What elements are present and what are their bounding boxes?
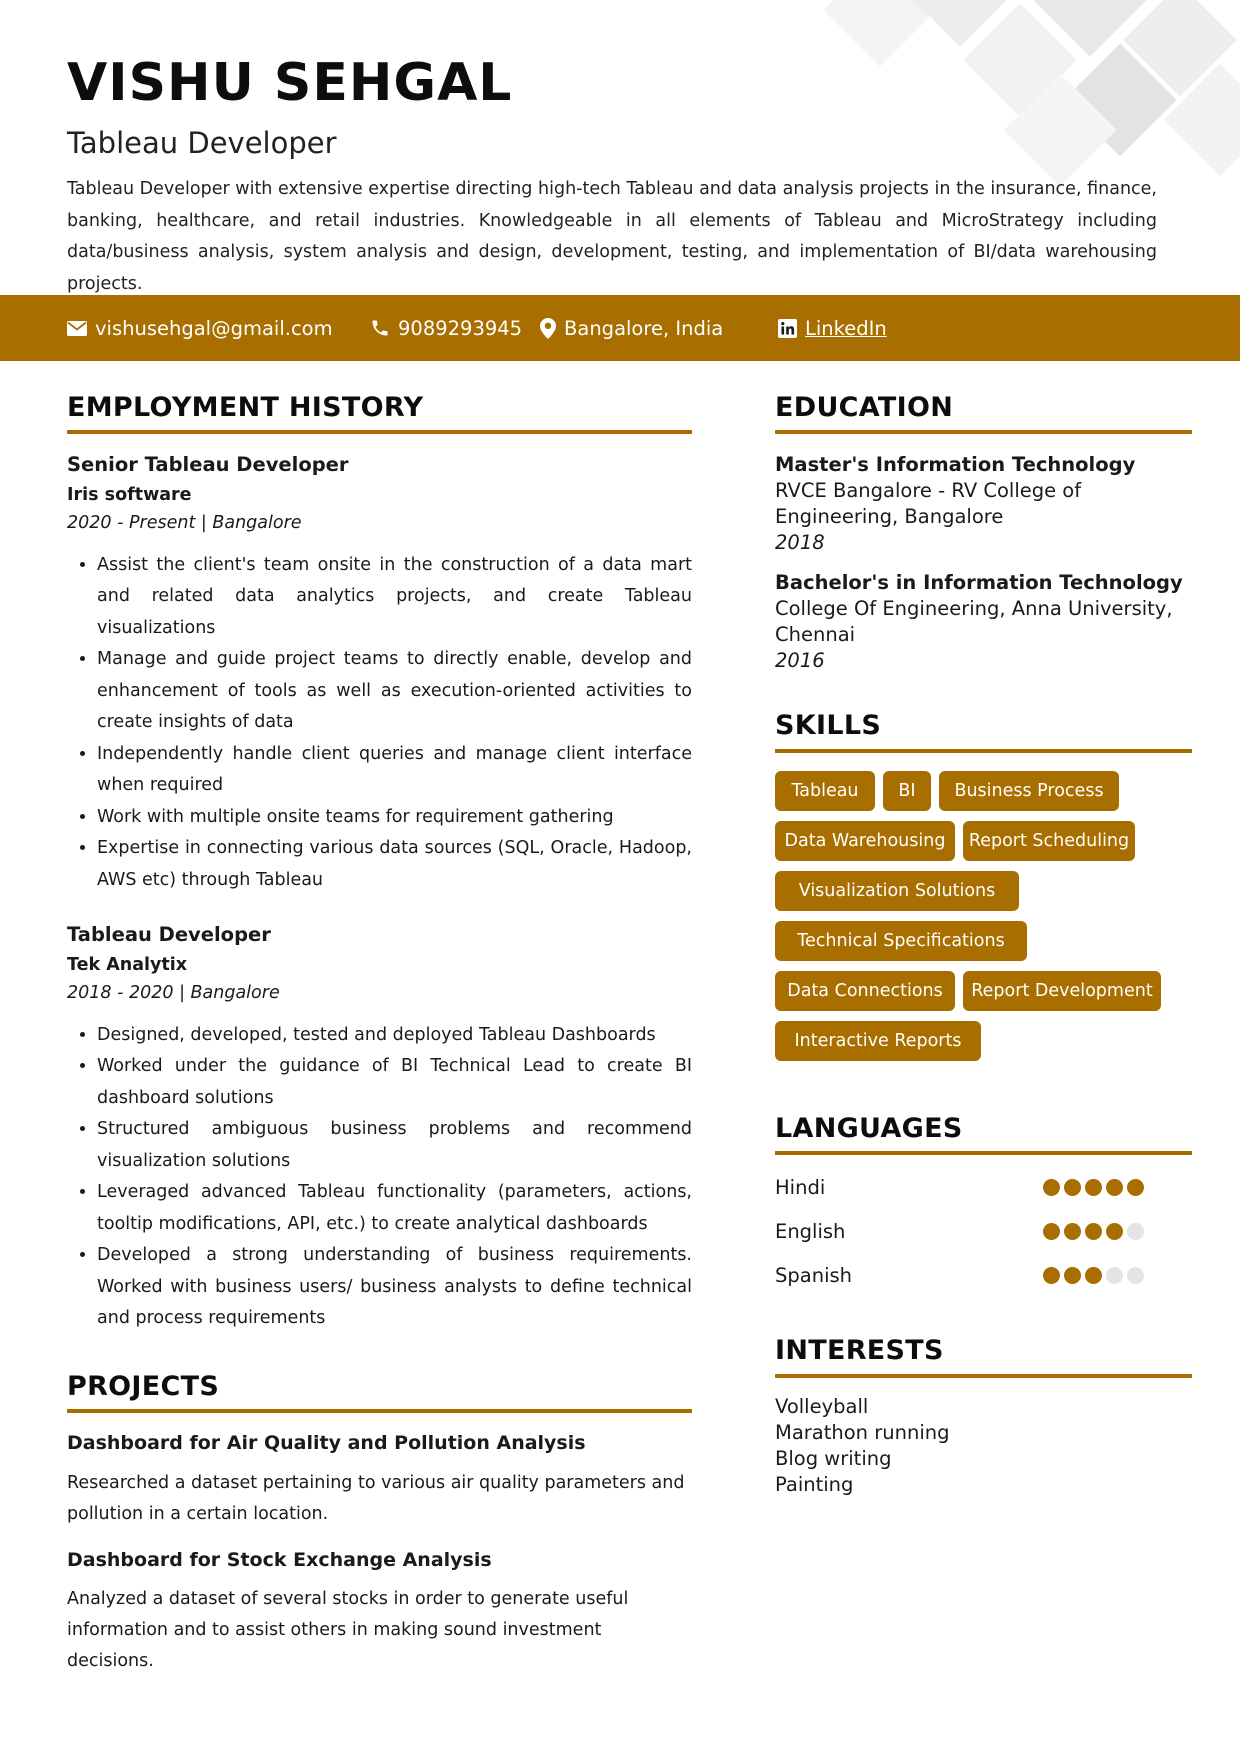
education-entry bbox=[775, 452, 1192, 556]
envelope-icon bbox=[67, 321, 87, 336]
project-title: Dashboard for Air Quality and Pollution Analysis bbox=[67, 1431, 586, 1454]
education-entry bbox=[775, 570, 1192, 674]
interest-item: Blog writing bbox=[775, 1446, 892, 1470]
linkedin-icon bbox=[778, 319, 797, 338]
interests-heading: INTERESTS bbox=[775, 1335, 1192, 1377]
language-name: Hindi bbox=[775, 1175, 826, 1199]
rating-dot-filled bbox=[1064, 1223, 1081, 1240]
rating-dot-filled bbox=[1127, 1179, 1144, 1196]
projects-heading: PROJECTS bbox=[67, 1371, 692, 1413]
interest-item: Volleyball bbox=[775, 1394, 869, 1418]
skill-chip: Business Process bbox=[939, 771, 1119, 811]
candidate-name: VISHU SEHGAL bbox=[67, 53, 513, 113]
rating-dot-empty bbox=[1127, 1223, 1144, 1240]
left-column bbox=[67, 392, 692, 1677]
language-rating bbox=[1043, 1223, 1144, 1240]
education-degree: Bachelor's in Information Technology bbox=[775, 571, 1183, 595]
job-bullet: • Worked under the guidance of BI Technical Lead to create BI dashboard solutions bbox=[97, 1051, 692, 1114]
job-bullets bbox=[67, 1020, 692, 1335]
rating-dot-filled bbox=[1043, 1179, 1060, 1196]
contact-phone[interactable] bbox=[370, 295, 522, 361]
language-row bbox=[775, 1209, 1192, 1253]
job-bullet: • Work with multiple onsite teams for requirement gathering bbox=[97, 802, 692, 834]
skills-heading: SKILLS bbox=[775, 710, 1192, 752]
job-entry bbox=[67, 452, 692, 896]
rating-dot-filled bbox=[1064, 1267, 1081, 1284]
interest-item: Painting bbox=[775, 1472, 854, 1496]
job-bullet: • Manage and guide project teams to directly enable, develop and enhancement of tools as well as execution-oriented activities to create insights of data bbox=[97, 644, 692, 739]
skill-chip: Data Warehousing bbox=[775, 821, 955, 861]
education-heading: EDUCATION bbox=[775, 392, 1192, 434]
job-bullet: • Developed a strong understanding of business requirements. Worked with business users/ business analysts to define technical and process requirements bbox=[97, 1240, 692, 1335]
location-text: Bangalore, India bbox=[564, 316, 724, 340]
job-bullet: • Leveraged advanced Tableau functionality (parameters, actions, tooltip modifications, API, etc.) to create analytical dashboards bbox=[97, 1177, 692, 1240]
project-entry bbox=[67, 1431, 692, 1530]
job-title: Tableau Developer bbox=[67, 923, 271, 947]
language-row bbox=[775, 1253, 1192, 1297]
email-text: vishusehgal@gmail.com bbox=[95, 316, 333, 340]
rating-dot-filled bbox=[1043, 1267, 1060, 1284]
candidate-title: Tableau Developer bbox=[67, 126, 337, 160]
location-pin-icon bbox=[540, 318, 556, 339]
interests-list bbox=[775, 1394, 1192, 1498]
job-company: Tek Analytix bbox=[67, 954, 188, 975]
phone-icon bbox=[370, 318, 390, 338]
interest-item: Marathon running bbox=[775, 1420, 950, 1444]
job-bullets bbox=[67, 550, 692, 897]
contact-linkedin[interactable] bbox=[778, 295, 887, 361]
contact-location bbox=[540, 295, 723, 361]
rating-dot-empty bbox=[1127, 1267, 1144, 1284]
skill-chip: Data Connections bbox=[775, 971, 955, 1011]
project-entry bbox=[67, 1548, 692, 1678]
education-degree: Master's Information Technology bbox=[775, 453, 1136, 477]
rating-dot-empty bbox=[1106, 1267, 1123, 1284]
education-school: College Of Engineering, Anna University, Chennai bbox=[775, 597, 1173, 647]
job-company: Iris software bbox=[67, 484, 192, 505]
job-entry bbox=[67, 922, 692, 1334]
job-bullet: • Expertise in connecting various data sources (SQL, Oracle, Hadoop, AWS etc) through Tableau bbox=[97, 833, 692, 896]
rating-dot-filled bbox=[1085, 1179, 1102, 1196]
job-bullet: • Independently handle client queries and manage client interface when required bbox=[97, 739, 692, 802]
right-column bbox=[775, 392, 1192, 1498]
education-year: 2018 bbox=[775, 531, 825, 555]
language-name: English bbox=[775, 1219, 846, 1243]
languages-heading: LANGUAGES bbox=[775, 1113, 1192, 1155]
skill-chip: Visualization Solutions bbox=[775, 871, 1019, 911]
job-dates: 2020 - Present | Bangalore bbox=[67, 513, 302, 534]
language-rating bbox=[1043, 1179, 1144, 1196]
rating-dot-filled bbox=[1106, 1223, 1123, 1240]
project-description: Analyzed a dataset of several stocks in order to generate useful information and to assist others in making sound investment decisions. bbox=[67, 1589, 629, 1672]
rating-dot-filled bbox=[1085, 1223, 1102, 1240]
job-bullet: • Structured ambiguous business problems and recommend visualization solutions bbox=[97, 1114, 692, 1177]
rating-dot-filled bbox=[1043, 1223, 1060, 1240]
languages-list bbox=[775, 1165, 1192, 1297]
skills-list bbox=[775, 771, 1192, 1071]
skill-chip: Report Scheduling bbox=[963, 821, 1135, 861]
rating-dot-filled bbox=[1106, 1179, 1123, 1196]
header-decoration bbox=[780, 0, 1240, 200]
skill-chip: Report Development bbox=[963, 971, 1161, 1011]
skill-chip: BI bbox=[883, 771, 931, 811]
education-year: 2016 bbox=[775, 649, 825, 673]
linkedin-link[interactable]: LinkedIn bbox=[805, 316, 887, 340]
job-bullet: • Designed, developed, tested and deployed Tableau Dashboards bbox=[97, 1020, 692, 1052]
employment-list bbox=[67, 452, 692, 1334]
language-name: Spanish bbox=[775, 1263, 853, 1287]
phone-text: 9089293945 bbox=[398, 316, 523, 340]
education-list bbox=[775, 452, 1192, 674]
skill-chip: Interactive Reports bbox=[775, 1021, 981, 1061]
project-title: Dashboard for Stock Exchange Analysis bbox=[67, 1548, 492, 1571]
contact-email[interactable] bbox=[67, 295, 333, 361]
project-description: Researched a dataset pertaining to various air quality parameters and pollution in a certain location. bbox=[67, 1472, 685, 1524]
job-title: Senior Tableau Developer bbox=[67, 453, 349, 477]
rating-dot-filled bbox=[1064, 1179, 1081, 1196]
job-bullet: • Assist the client's team onsite in the construction of a data mart and related data analytics projects, and create Tableau visualizations bbox=[97, 550, 692, 645]
contact-bar bbox=[0, 295, 1240, 361]
education-school: RVCE Bangalore - RV College of Engineering, Bangalore bbox=[775, 479, 1082, 529]
projects-list bbox=[67, 1431, 692, 1677]
skill-chip: Technical Specifications bbox=[775, 921, 1027, 961]
profile-summary: Tableau Developer with extensive expertise directing high-tech Tableau and data analysis projects in the insurance, finance, banking, healthcare, and retail industries. Knowledgeable in all elements of Tableau and MicroStrategy including data/business analysis, system analysis and design, development, testing, and implementation of BI/data warehousing projects. bbox=[67, 179, 1157, 294]
language-rating bbox=[1043, 1267, 1144, 1284]
employment-heading: EMPLOYMENT HISTORY bbox=[67, 392, 692, 434]
skill-chip: Tableau bbox=[775, 771, 875, 811]
language-row bbox=[775, 1165, 1192, 1209]
job-dates: 2018 - 2020 | Bangalore bbox=[67, 983, 280, 1004]
rating-dot-filled bbox=[1085, 1267, 1102, 1284]
